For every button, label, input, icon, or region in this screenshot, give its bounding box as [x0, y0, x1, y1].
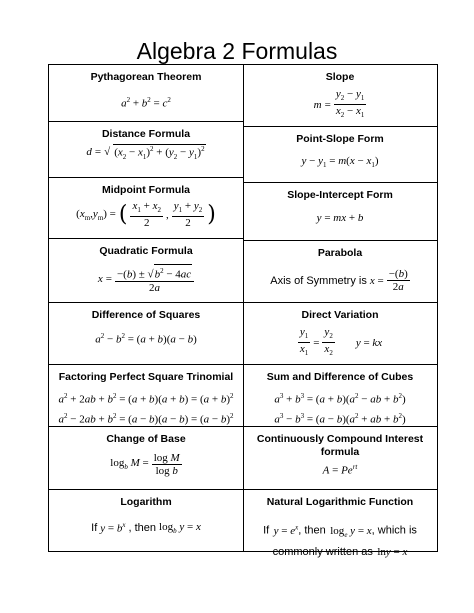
cell-heading: Direct Variation — [301, 309, 379, 321]
cell-difference-of-squares — [49, 303, 243, 365]
cell-heading: Parabola — [317, 247, 363, 259]
distance-formula: d = √ $(x_2 - x_1)^2 + (y_2 - y_1)^2$ — [86, 145, 205, 161]
cell-natural-log — [243, 490, 437, 558]
cubes-formula: $a^3 + b^3 = (a + b)(a^2$ − ab + $b^2$) $a^3 - b^3 = (a - b)(a^2$ + ab + $b^2$) — [274, 392, 406, 426]
cell-change-of-base — [49, 427, 243, 490]
cell-heading: Slope — [325, 71, 355, 83]
cell-distance — [49, 122, 243, 178]
cell-heading: Logarithm — [120, 496, 172, 508]
difference-of-squares-formula: $a^2 - b^2 = (a + b)(a - b)$ — [95, 332, 197, 346]
cell-heading: Quadratic Formula — [99, 245, 193, 257]
perfect-square-formula: $a^2 + 2ab + b^2 = (a + b)(a + b) = (a + b)^2$ $a^2 - 2ab + b^2 = (a - b)(a - b) = (a - b)^2$ — [58, 392, 234, 426]
quadratic-formula: x = $\frac{-(b) \pm √b^2 - 4ac}{2a}$ — [49, 264, 243, 294]
cell-perfect-square — [49, 365, 243, 427]
logarithm-formula: If $y = b^x$ , then $\log_b y = x$ — [91, 521, 201, 536]
cell-logarithm — [49, 490, 243, 553]
cell-heading: Difference of Squares — [91, 309, 201, 321]
page-title: Algebra 2 Formulas — [136, 38, 338, 64]
cell-heading: Change of Base — [106, 433, 186, 445]
cell-heading: Factoring Perfect Square Trinomial — [58, 371, 234, 383]
natural-log-formula: If $y = e^x$, then $\log_e y = x$, which is commonly written as lny = x — [263, 523, 417, 558]
compound-interest-formula: $A = Pe^{rt}$ — [322, 463, 358, 477]
pythagorean-formula: $a^2 + b^2 = c^2$ — [121, 96, 171, 110]
left-column — [49, 65, 244, 551]
right-column — [243, 65, 437, 558]
direct-variation-formula: $\frac{y_1}{x_1}$ = $\frac{y_2}{x_2}$ y = kx — [299, 326, 383, 358]
slope-intercept-formula: y = mx + b — [316, 212, 364, 224]
point-slope-formula: $y - y_1 = m(x - x_1)$ — [301, 155, 379, 170]
cell-midpoint — [49, 178, 243, 239]
cell-slope-intercept — [243, 183, 437, 241]
cell-heading: Slope-Intercept Form — [287, 189, 393, 201]
cell-slope — [243, 65, 437, 127]
parabola-formula: Axis of Symmetry is x = $\frac{-(b)}{2a}$ — [270, 268, 408, 293]
cell-point-slope — [243, 127, 437, 183]
change-of-base-formula: $\log_b M$ = $\frac{\text{log M}}{\text{log b}}$ — [110, 452, 180, 477]
cell-heading: Point-Slope Form — [296, 133, 384, 145]
cell-compound-interest — [243, 427, 437, 490]
cell-heading: Pythagorean Theorem — [90, 71, 202, 83]
slope-formula: m = $\frac{y_2 - y_1}{x_2 - x_1}$ — [313, 88, 365, 120]
cell-heading: Sum and Difference of Cubes — [266, 371, 414, 383]
formula-table — [48, 64, 438, 558]
cell-quadratic — [49, 239, 243, 303]
cell-direct-variation — [243, 303, 437, 365]
cell-heading: Natural Logarithmic Function — [266, 496, 414, 508]
cell-cubes — [243, 365, 437, 427]
cell-pythagorean — [49, 65, 243, 122]
cell-heading: Distance Formula — [101, 128, 191, 140]
cell-parabola — [243, 241, 437, 303]
midpoint-formula: $(x_m,y_m)$ = ( $\frac{x_1 + x_2}{2}$ , $\frac{y_1 + y_2}{2}$ ) — [76, 200, 216, 230]
cell-heading: Continuously Compound Interest formula — [256, 433, 424, 458]
cell-heading: Midpoint Formula — [101, 184, 191, 196]
